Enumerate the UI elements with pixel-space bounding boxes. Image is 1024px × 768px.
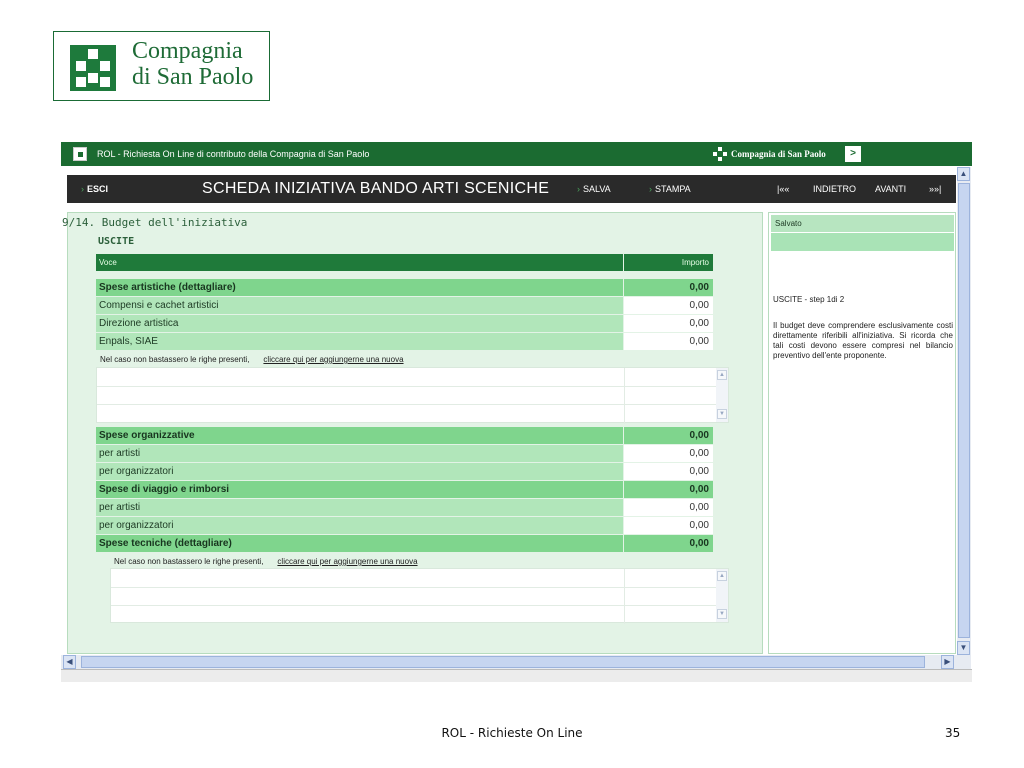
help-panel [768,212,956,654]
scroll-thumb[interactable] [958,183,970,638]
scroll-up-icon[interactable]: ▲ [717,571,727,581]
scroll-down-icon[interactable]: ▼ [717,609,727,619]
scroll-down-icon[interactable]: ▼ [957,641,970,655]
amount-input[interactable]: 0,00 [624,315,713,332]
titlebar-next-button[interactable]: > [845,146,861,162]
section-title: USCITE [98,236,135,247]
table-row: per organizzatori 0,00 [96,517,718,534]
scroll-down-icon[interactable]: ▼ [717,409,727,419]
arrow-right-icon: › [81,184,84,194]
column-amount: Importo [624,254,713,271]
forward-button[interactable]: AVANTI [875,184,907,194]
category-row-organizational: Spese organizzative 0,00 [96,427,718,444]
window-title: ROL - Richiesta On Line di contributo della Compagnia di San Paolo [97,149,370,159]
save-status: Salvato [771,215,954,232]
window-titlebar [61,142,972,166]
table-row: Enpals, SIAE 0,00 [96,333,718,350]
slide-footer: ROL - Richieste On Line [441,726,583,740]
print-button[interactable]: › STAMPA [649,184,691,194]
application-window [61,142,972,682]
vertical-scrollbar[interactable] [957,167,971,672]
arrow-right-icon: › [577,184,580,194]
horizontal-scrollbar[interactable] [61,655,957,669]
amount-input[interactable]: 0,00 [624,297,713,314]
scroll-up-icon[interactable]: ▲ [717,370,727,380]
category-row-artistic: Spese artistiche (dettagliare) 0,00 [96,279,718,296]
extra-rows-textarea[interactable] [96,367,729,423]
scroll-left-icon[interactable]: ◀ [63,655,76,669]
amount-input[interactable]: 0,00 [624,463,713,480]
step-indicator: USCITE - step 1di 2 [773,295,845,304]
logo-mark-icon [70,45,116,91]
amount-input[interactable]: 0,00 [624,499,713,516]
table-header [96,254,718,271]
add-row-note: Nel caso non bastassero le righe presenti, cliccare qui per aggiungerne una nuova [114,557,418,566]
table-row: per organizzatori 0,00 [96,463,718,480]
compagnia-logo [53,31,270,101]
column-voice: Voce [96,254,623,271]
help-text: Il budget deve comprendere esclusivamente costi direttamente riferibili all'iniziativa. Si ricorda che tali costi devono essere compresi nel bilancio preventivo dell'ente proponente. [773,321,953,360]
app-icon [73,147,87,161]
table-row: Compensi e cachet artistici 0,00 [96,297,718,314]
last-page-button[interactable]: »»| [929,184,942,194]
scroll-thumb[interactable] [81,656,925,668]
form-toolbar [67,175,956,203]
category-row-travel: Spese di viaggio e rimborsi 0,00 [96,481,718,498]
scroll-right-icon[interactable]: ▶ [941,655,954,669]
add-row-link[interactable]: cliccare qui per aggiungerne una nuova [263,355,404,364]
add-row-link[interactable]: cliccare qui per aggiungerne una nuova [277,557,418,566]
brand-mark-icon [713,147,727,161]
amount-input[interactable]: 0,00 [624,445,713,462]
browser-statusbar [61,669,972,682]
budget-form-panel [62,212,763,654]
save-button[interactable]: › SALVA [577,184,611,194]
extra-rows-textarea[interactable] [110,568,729,623]
back-button[interactable]: INDIETRO [813,184,857,194]
amount-input[interactable]: 0,00 [624,333,713,350]
form-heading: SCHEDA INIZIATIVA BANDO ARTI SCENICHE [202,180,550,197]
table-row: Direzione artistica 0,00 [96,315,718,332]
table-row: per artisti 0,00 [96,445,718,462]
exit-button[interactable]: › ESCI [81,184,109,194]
status-band [771,233,954,251]
textarea-scrollbar[interactable] [716,368,728,422]
titlebar-brand: Compagnia di San Paolo [713,147,826,161]
table-row: per artisti 0,00 [96,499,718,516]
amount-input[interactable]: 0,00 [624,517,713,534]
textarea-scrollbar[interactable] [716,569,728,622]
add-row-note: Nel caso non bastassero le righe presenti, cliccare qui per aggiungerne una nuova [100,355,404,364]
page-number: 35 [945,726,961,740]
arrow-right-icon: › [649,184,652,194]
first-page-button[interactable]: |«« [777,184,790,194]
category-row-technical: Spese tecniche (dettagliare) 0,00 [96,535,718,552]
logo-wordmark: Compagnia di San Paolo [132,38,254,90]
step-title: 9/14. Budget dell'iniziativa [62,216,248,229]
scroll-up-icon[interactable]: ▲ [957,167,970,181]
